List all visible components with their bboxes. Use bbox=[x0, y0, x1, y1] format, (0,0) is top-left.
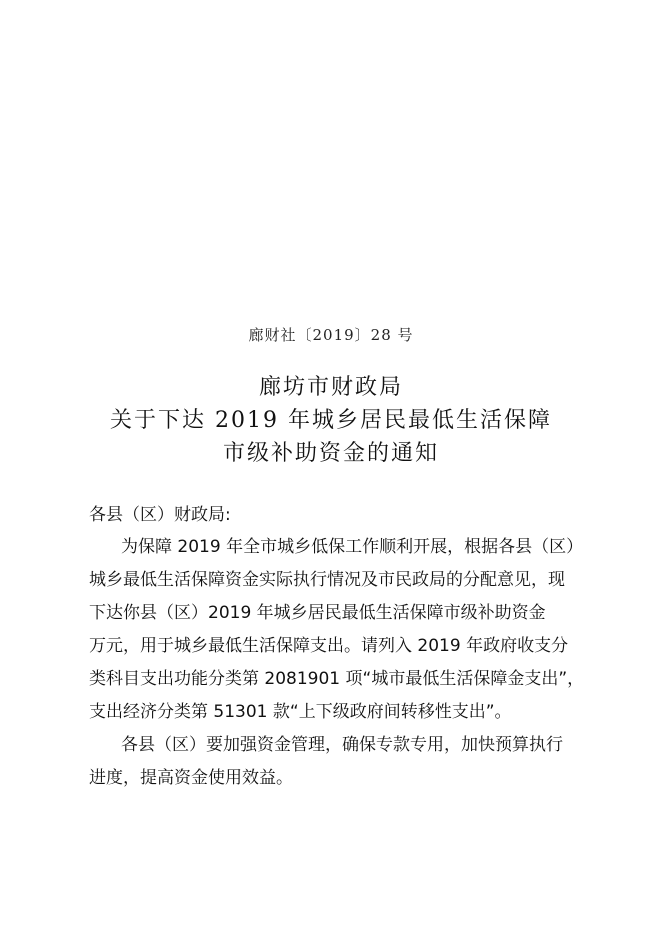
body-line: 各县（区）要加强资金管理，确保专款专用，加快预算执行 bbox=[121, 735, 563, 755]
document-title-line-3: 市级补助资金的通知 bbox=[222, 441, 439, 466]
document-title-line-1: 廊坊市财政局 bbox=[258, 375, 403, 400]
document-number: 廊财社〔2019〕28 号 bbox=[248, 326, 414, 344]
body-line: 进度，提高资金使用效益。 bbox=[89, 768, 293, 788]
body-line: 为保障 2019 年全市城乡低保工作顺利开展，根据各县（区） bbox=[121, 537, 584, 557]
body-line: 城乡最低生活保障资金实际执行情况及市民政局的分配意见，现 bbox=[89, 570, 565, 590]
body-line: 万元，用于城乡最低生活保障支出。请列入 2019 年政府收支分 bbox=[89, 636, 569, 656]
document-title-line-2: 关于下达 2019 年城乡居民最低生活保障 bbox=[110, 408, 552, 433]
body-line: 类科目支出功能分类第 2081901 项“城市最低生活保障金支出”， bbox=[89, 669, 585, 689]
salutation: 各县（区）财政局: bbox=[89, 505, 231, 525]
body-line: 支出经济分类第 51301 款“上下级政府间转移性支出”。 bbox=[89, 702, 512, 722]
body-line: 下达你县（区）2019 年城乡居民最低生活保障市级补助资金 bbox=[89, 603, 546, 623]
